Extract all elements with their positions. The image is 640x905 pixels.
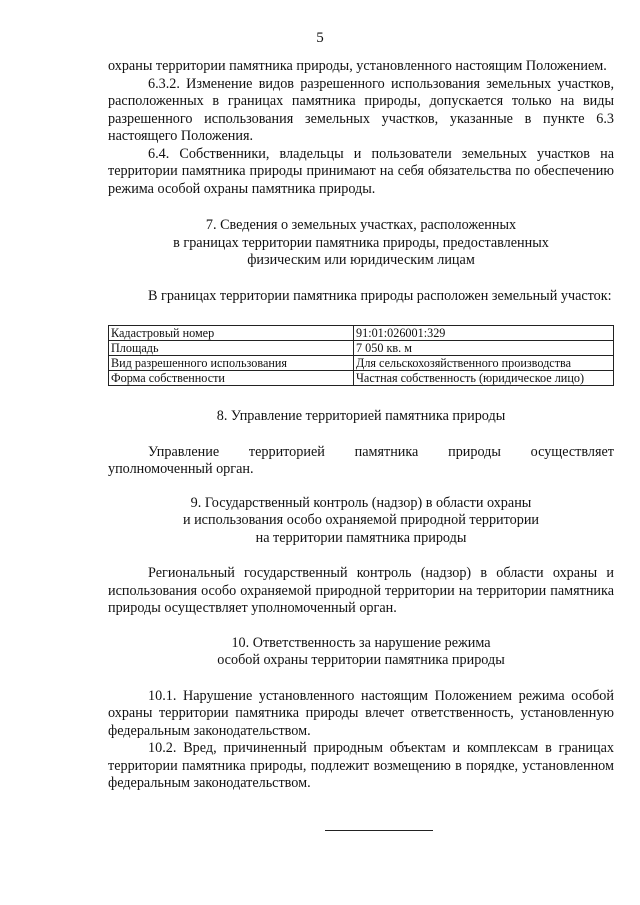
table-row (109, 356, 614, 371)
table-row (109, 326, 614, 341)
table-cell-value: Для сельскохозяйственного производства (354, 356, 614, 371)
paragraph: 6.4. Собственники, владельцы и пользователи земельных участков на территории памятника природы принимают на себя обязательства по обеспечению режима особой охраны памятника природы. (108, 145, 614, 197)
table-cell-value: 7 050 кв. м (354, 341, 614, 356)
paragraph: 10.1. Нарушение установленного настоящим Положением режима особой охраны территории памятника природы влечет ответственность, установленную федеральным законодательством. (108, 687, 614, 739)
table-cell-key: Кадастровый номер (109, 326, 354, 341)
document-body (108, 58, 614, 793)
paragraph: В границах территории памятника природы расположен земельный участок: (148, 287, 612, 304)
paragraph: Управление территорией памятника природы осуществляет уполномоченный орган. (108, 443, 614, 477)
page-number: 5 (316, 30, 324, 46)
paragraph: 10.2. Вред, причиненный природным объектам и комплексам в границах территории памятника природы, подлежит возмещению в порядке, установленном федеральным законодательством. (108, 740, 614, 791)
section-heading-7: 7. Сведения о земельных участках, расположенных в границах территории памятника природы, предоставленных физическим или юридическим лицам (173, 217, 549, 268)
closing-line (325, 830, 433, 831)
table-cell-key: Вид разрешенного использования (109, 356, 354, 371)
table-row (109, 371, 614, 386)
section-heading-9: 9. Государственный контроль (надзор) в области охраны и использования особо охраняемой природной территории на территории памятника природы (182, 494, 540, 546)
table-row (109, 341, 614, 356)
paragraph: Региональный государственный контроль (надзор) в области охраны и использования особо охраняемой природной территории на территории памятника природы осуществляет уполномоченный орган. (108, 565, 614, 616)
table-cell-value: 91:01:026001:329 (354, 326, 614, 341)
paragraph: 6.3.2. Изменение видов разрешенного использования земельных участков, расположенных в границах памятника природы, допускается только на виды разрешенного использования земельных участков, указанные в пункте 6.3 настоящего Положения. (108, 75, 614, 144)
paragraph: охраны территории памятника природы, установленного настоящим Положением. (108, 58, 607, 74)
section-heading-10: 10. Ответственность за нарушение режима особой охраны территории памятника природы (217, 634, 505, 668)
table-cell-key: Форма собственности (109, 371, 354, 386)
table-cell-key: Площадь (109, 341, 354, 356)
section-heading-8: 8. Управление территорией памятника природы (216, 408, 506, 424)
land-plot-table (108, 325, 614, 386)
table-cell-value: Частная собственность (юридическое лицо) (354, 371, 614, 386)
